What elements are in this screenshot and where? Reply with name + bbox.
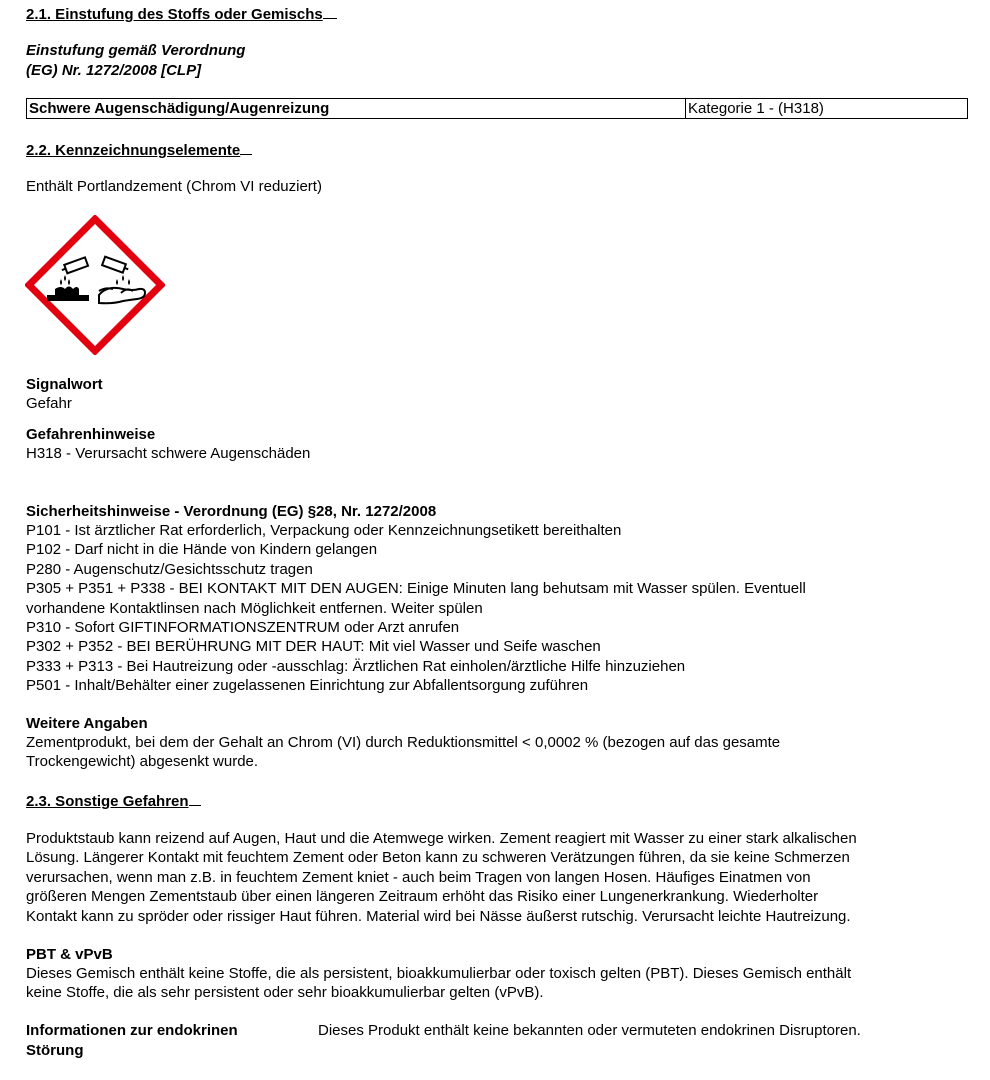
precautionary-label: Sicherheitshinweise - Verordnung (EG) §28, Nr. 1272/2008 bbox=[26, 503, 437, 520]
section-2-3-heading: 2.3. Sonstige Gefahren bbox=[26, 791, 201, 811]
other-hazards-line: größeren Mengen Zementstaub über einen längeren Zeitraum erhöht das Risiko einer Lungenerkrankung. Wiederholter bbox=[26, 888, 819, 906]
pbt-line: Dieses Gemisch enthält keine Stoffe, die als persistent, bioakkumulierbar oder toxisch gelten (PBT). Dieses Gemisch enthält bbox=[26, 965, 852, 982]
precautionary-line: P302 + P352 - BEI BERÜHRUNG MIT DER HAUT: Mit viel Wasser und Seife waschen bbox=[26, 638, 601, 656]
precautionary-line: P310 - Sofort GIFTINFORMATIONSZENTRUM oder Arzt anrufen bbox=[26, 619, 460, 637]
endocrine-label-line1: Informationen zur endokrinen bbox=[26, 1022, 238, 1039]
other-hazards-line: verursachen, wenn man z.B. in feuchtem Zement kniet - auch beim Tragen von langen Hosen. Häufiges Einatmen von bbox=[26, 868, 811, 886]
other-hazards-line: Kontakt kann zu spröder oder rissiger Haut führen. Material wird bei Nässe äußerst rutschig. Verursacht leichte Hautreizung. bbox=[26, 907, 851, 925]
precautionary-list bbox=[26, 521, 970, 696]
other-hazards-line: Lösung. Längerer Kontakt mit feuchtem Zement oder Beton kann zu schweren Verätzungen führen, da sie keine Schmerzen bbox=[26, 849, 850, 867]
contains-text: Enthält Portlandzement (Chrom VI reduziert) bbox=[26, 178, 322, 195]
precautionary-line: P102 - Darf nicht in die Hände von Kindern gelangen bbox=[26, 541, 378, 559]
precautionary-line: vorhandene Kontaktlinsen nach Möglichkeit entfernen. Weiter spülen bbox=[26, 599, 483, 617]
pbt-line: keine Stoffe, die als sehr persistent oder sehr bioakkumulierbar gelten (vPvB). bbox=[26, 984, 544, 1002]
further-info-label: Weitere Angaben bbox=[26, 715, 148, 732]
signal-word: Gefahr bbox=[26, 395, 72, 412]
hazard-statements-label: Gefahrenhinweise bbox=[26, 426, 156, 443]
endocrine-text: Dieses Produkt enthält keine bekannten oder vermuteten endokrinen Disruptoren. bbox=[318, 1022, 861, 1039]
precautionary-line: P280 - Augenschutz/Gesichtsschutz tragen bbox=[26, 560, 313, 578]
classification-title-line1: Einstufung gemäß Verordnung bbox=[26, 42, 246, 59]
precautionary-line: P501 - Inhalt/Behälter einer zugelassenen Einrichtung zur Abfallentsorgung zuführen bbox=[26, 677, 589, 695]
other-hazards-text bbox=[26, 829, 857, 926]
other-hazards-line: Produktstaub kann reizend auf Augen, Haut und die Atemwege wirken. Zement reagiert mit Wasser zu einer stark alkalischen bbox=[26, 830, 857, 847]
classification-title-line2: (EG) Nr. 1272/2008 [CLP] bbox=[26, 62, 202, 79]
further-info-line: Zementprodukt, bei dem der Gehalt an Chrom (VI) durch Reduktionsmittel < 0,0002 % (bezogen auf das gesamte bbox=[26, 734, 781, 751]
section-2-2-heading: 2.2. Kennzeichnungselemente bbox=[26, 140, 252, 160]
pbt-text bbox=[26, 964, 851, 1003]
further-info-line: Trockengewicht) abgesenkt wurde. bbox=[26, 753, 259, 771]
category-cell: Kategorie 1 - (H318) bbox=[688, 100, 824, 117]
ghs05-corrosion-icon bbox=[25, 215, 165, 355]
pbt-label: PBT & vPvB bbox=[26, 946, 113, 963]
classification-table bbox=[26, 98, 968, 119]
precautionary-line: P305 + P351 + P338 - BEI KONTAKT MIT DEN AUGEN: Einige Minuten lang behutsam mit Wasser spülen. Eventuell bbox=[26, 580, 806, 598]
precautionary-line: P333 + P313 - Bei Hautreizung oder -ausschlag: Ärztlichen Rat einholen/ärztliche Hilfe hinzuziehen bbox=[26, 657, 686, 675]
hazard-statement: H318 - Verursacht schwere Augenschäden bbox=[26, 445, 311, 462]
hazard-class-cell: Schwere Augenschädigung/Augenreizung bbox=[27, 99, 686, 118]
further-info-text bbox=[26, 733, 780, 772]
endocrine-label-line2: Störung bbox=[26, 1042, 84, 1059]
signal-word-label: Signalwort bbox=[26, 376, 103, 393]
section-2-1-heading: 2.1. Einstufung des Stoffs oder Gemischs bbox=[26, 4, 337, 24]
precautionary-line: P101 - Ist ärztlicher Rat erforderlich, Verpackung oder Kennzeichnungsetikett bereithalten bbox=[26, 522, 622, 539]
